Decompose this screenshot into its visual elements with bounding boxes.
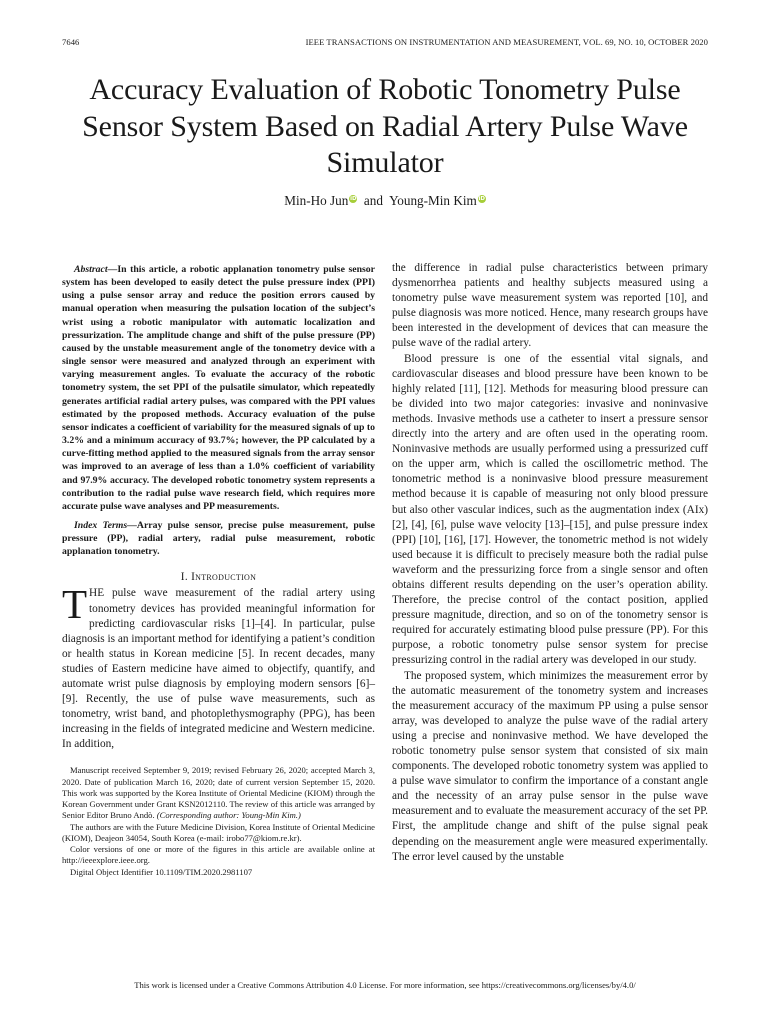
footnote-doi: Digital Object Identifier 10.1109/TIM.2020.2981107 [70, 866, 253, 877]
orcid-icon[interactable]: iD [478, 196, 485, 202]
abstract-label: Abstract— [74, 264, 118, 275]
orcid-icon[interactable]: iD [350, 196, 357, 202]
body-paragraph: the difference in radial pulse characteristics between primary dysmenorrhea patients and healthy subjects measured using a tonometry pulse wave measurement system was reported [10], and pulse diagnosis was more noticed. Hence, many research groups have been interested in the development of devices that can measure the pulse wave of the radial artery. [392, 262, 708, 350]
footnote-color: Color versions of one or more of the figures in this article are available online at http://ieeexplore.ieee.org. [62, 844, 375, 866]
journal-header: IEEE TRANSACTIONS ON INSTRUMENTATION AND MEASUREMENT, VOL. 69, NO. 10, OCTOBER 2020 [305, 37, 708, 47]
footnote-manuscript-text: Manuscript received September 9, 2019; revised February 26, 2020; accepted March 3, 2020. Date of publication March 16, 2020; date of current version September 15, 2020. This work was supported by the Korea Institute of Oriental Medicine (KIOM) through the Korean Government under Grant KSN2012110. The review of this article was arranged by Senior Editor Bruno Andò. [62, 765, 375, 821]
section-heading [62, 571, 375, 583]
index-terms [62, 519, 375, 558]
abstract [62, 263, 375, 513]
left-column [62, 263, 375, 878]
author-name: Min-Ho Jun [284, 193, 349, 208]
paper-title: Accuracy Evaluation of Robotic Tonometry Pulse Sensor System Based on Radial Artery Pulse Wave Simulator [82, 73, 688, 179]
right-column [392, 261, 708, 865]
author-line [60, 193, 710, 209]
footnote-corresponding: (Corresponding author: Young-Min Kim.) [156, 810, 301, 821]
author-name: Young-Min Kim [389, 193, 477, 208]
abstract-text: In this article, a robotic applanation tonometry pulse sensor system has been developed to easily detect the pulse pressure index (PPI) using a pulse sensor array and reduce the position errors caused by manual operation when measuring the pulsation location of the subject’s wrist using a robotic manipulator with automatic localization and pressurization. The amplitude change and shift of the pulse pressure (PP) caused by the unstable measurement angle of the tonometry device with a single sensor were measured and analyzed through an experiment with varying measurement angles. To evaluate the accuracy of the robotic tonometry system, the set PPI of the pulsatile simulator, which repeatedly generates artificial radial artery pulses, was compared with the PPI values estimated by the proposed methods. Accuracy evaluation of the pulse sensor indicates a coefficient of variability for the measured signals of up to 3.2% and a minimum accuracy of 93.7%; however, the PP calculated by a curve-fitting method applied to the measured signals from the array sensor was improved to an average of less than a 1.0% coefficient of variability and 97.9% accuracy. The developed robotic tonometry system represents a contribution to the radial pulse wave research field, which requires more accurate pulse wave analyses and PP measurements. [62, 264, 375, 512]
section-title: Introduction [191, 571, 257, 584]
index-terms-label: Index Terms— [74, 519, 137, 531]
intro-text: HE pulse wave measurement of the radial artery using tonometry devices has provided meaningful information for predicting cardiovascular risks [1]–[4]. In particular, pulse diagnosis is an important method for identifying a patient’s condition or health status in Korean medicine [5]. In recent decades, many studies of Eastern medicine have aimed to objectify, quantify, and automate wrist pulse diagnosis by employing modern sensors [6]–[9]. Recently, the use of pulse wave measurements, such as tonometry, wrist band, and photoplethysmography (PPG), has been increasing in the fields of integrated medicine and Western medicine. In addition, [62, 587, 375, 751]
section-number: I. [180, 571, 188, 584]
footnote-affiliation: The authors are with the Future Medicine Division, Korea Institute of Oriental Medicine (KIOM), Deajeon 34054, South Korea (e-mail: irobo77@kiom.re.kr). [62, 821, 375, 843]
drop-cap: T [62, 581, 88, 628]
author-conjunction: and [363, 193, 383, 208]
license-notice: This work is licensed under a Creative Commons Attribution 4.0 License. For more information, see https://creativecommons.org/licenses/by/4.0/ [134, 980, 636, 990]
body-paragraph: The proposed system, which minimizes the measurement error by the automatic measurement of the tonometry system and increases the measurement accuracy of the maximum PP using a pulse sensor array, was developed to analyze the pulse wave of the radial artery using a precise and noninvasive method. We have developed the robotic tonometry pulse sensor system that consisted of six main components. The developed robotic tonometry system was applied to a pulse wave simulator to confirm the importance of a constant angle and the necessity of an array pulse sensor in the pulse wave measurement and to evaluate the measurement accuracy of the set PP. First, the amplitude change and shift of the pulse signal peak depending on the measurement angle were measured experimentally. The error level caused by the unstable [392, 669, 708, 863]
page-number: 7646 [62, 37, 80, 47]
intro-paragraph [62, 581, 375, 752]
body-paragraph: Blood pressure is one of the essential vital signals, and cardiovascular diseases and blood pressure have been known to be highly related [11], [12]. Methods for measuring blood pressure can be divided into two major categories: invasive and noninvasive methods. Invasive methods use a catheter to insert a pressure sensor directly into the artery and are often used in the operating room. Noninvasive methods are usually performed using a pressurized cuff on the upper arm, which is called the oscillometric method. The tonometric method is a noninvasive blood pressure measurement method because it is capable of measuring not only blood pressure but also other vascular indices, such as the augmentation index (AIx) [2], [4], [6], pulse wave velocity [13]–[15], and pulse pressure index (PPI) [10], [16], [17]. However, the tonometric method is not widely used because it is difficult to precisely measure both the radial pulse waveform and the pressurizing force from a single sensor and often obtains different results depending on the user’s operation ability. Therefore, the precise control of the contact position, applied pressure magnitude, direction, and so on of the tonometry sensor is required for accurately estimating blood pulse pressure (PP). For this purpose, a robotic tonometry pulse sensor system for precise pressurizing control in the radial artery was developed in our study. [392, 352, 708, 667]
footnote-manuscript [62, 765, 375, 821]
index-terms-text: Array pulse sensor, precise pulse measurement, pulse pressure (PP), radial artery, radial pulse measurement, robotic applanation tonometry. [62, 519, 375, 558]
